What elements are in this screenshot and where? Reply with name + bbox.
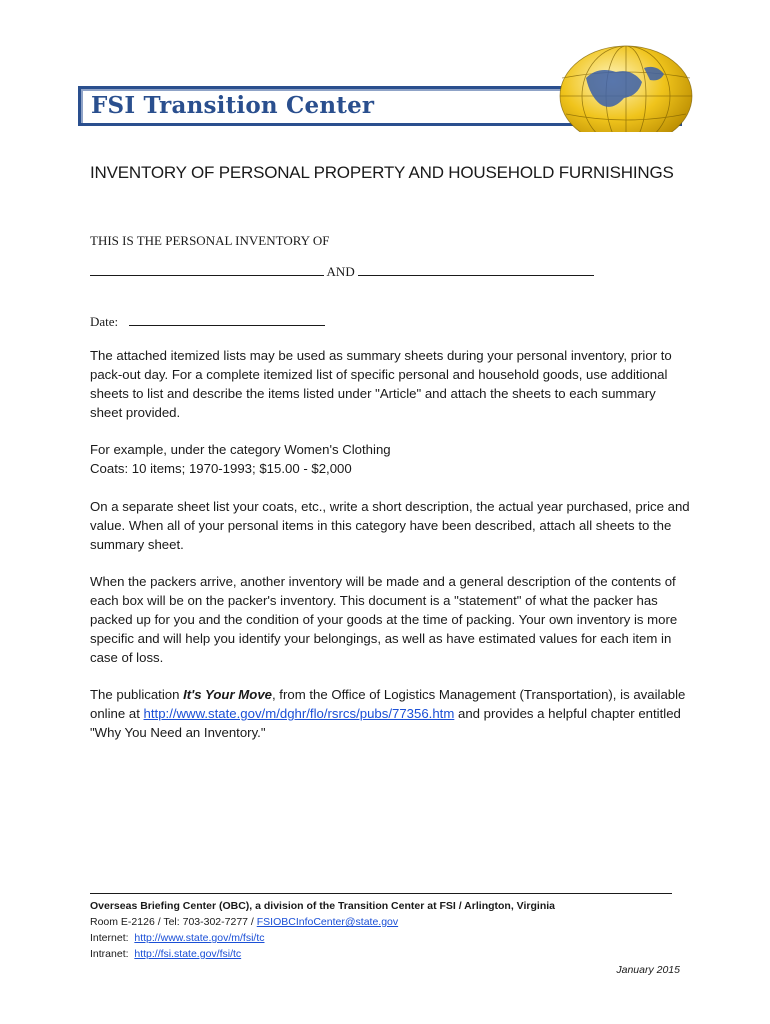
date-label: Date: [90, 314, 119, 329]
globe-icon [546, 38, 696, 132]
paragraph-example [90, 440, 690, 478]
publication-mid: , from the Office of Logistics Management (Transportation), is available online at [90, 687, 686, 721]
footer-divider [90, 893, 672, 894]
publication-pre: The publication [90, 687, 184, 702]
publication-title: It's Your Move [183, 687, 272, 702]
date-blank[interactable] [129, 313, 325, 326]
footer-intranet-label: Intranet: [90, 948, 135, 960]
footer-intranet [90, 946, 682, 962]
and-label: AND [326, 264, 355, 279]
page-footer [90, 898, 682, 962]
paragraph-summary-sheets: The attached itemized lists may be used as summary sheets during your personal inventory, prior to pack-out day. For a complete itemized list of specific personal and household goods, use additional sheets to list and describe the items listed under "Article" and attach the sheets to each summary sheet provided. [90, 348, 672, 420]
footer-org: Overseas Briefing Center (OBC), a division of the Transition Center at FSI / Arlington, Virginia [90, 900, 555, 912]
example-line-2: Coats: 10 items; 1970-1993; $15.00 - $2,000 [90, 461, 352, 476]
publication-post: and provides a helpful chapter entitled "Why You Need an Inventory." [90, 706, 681, 740]
footer-email-link[interactable]: FSIOBCInfoCenter@state.gov [256, 916, 399, 928]
footer-contact [90, 914, 682, 930]
publication-link[interactable]: http://www.state.gov/m/dghr/flo/rsrcs/pubs/77356.htm [143, 706, 455, 721]
name-blank-1[interactable] [90, 263, 324, 276]
header-title: FSI Transition Center [91, 92, 375, 119]
footer-internet-label: Internet: [90, 932, 135, 944]
paragraph-separate-sheet: On a separate sheet list your coats, etc., write a short description, the actual year purchased, price and value. When all of your personal items in this category have been described, attach all sheets to the summary sheet. [90, 499, 690, 552]
footer-intranet-link[interactable]: http://fsi.state.gov/fsi/tc [134, 948, 242, 960]
name-blank-2[interactable] [358, 263, 594, 276]
footer-room: Room E-2126 / Tel: 703-302-7277 / [90, 916, 257, 928]
date-line [90, 313, 325, 330]
paragraph-packers: When the packers arrive, another inventory will be made and a general description of the contents of each box will be on the packer's inventory. This document is a "statement" of what the packer has packed up for you and the condition of your goods at the time of packing. Your own inventory is more specific and will help you identify your belongings, as well as have estimated values for each item in case of loss. [90, 574, 678, 665]
footer-internet-link[interactable]: http://www.state.gov/m/fsi/tc [134, 932, 265, 944]
footer-internet [90, 930, 682, 946]
example-line-1: For example, under the category Women's Clothing [90, 442, 391, 457]
inventory-intro: THIS IS THE PERSONAL INVENTORY OF [90, 233, 330, 248]
footer-date: January 2015 [616, 964, 680, 976]
names-line [90, 263, 594, 280]
page-header [74, 38, 696, 132]
document-title: INVENTORY OF PERSONAL PROPERTY AND HOUSEHOLD FURNISHINGS [90, 163, 674, 182]
paragraph-publication [90, 685, 690, 742]
